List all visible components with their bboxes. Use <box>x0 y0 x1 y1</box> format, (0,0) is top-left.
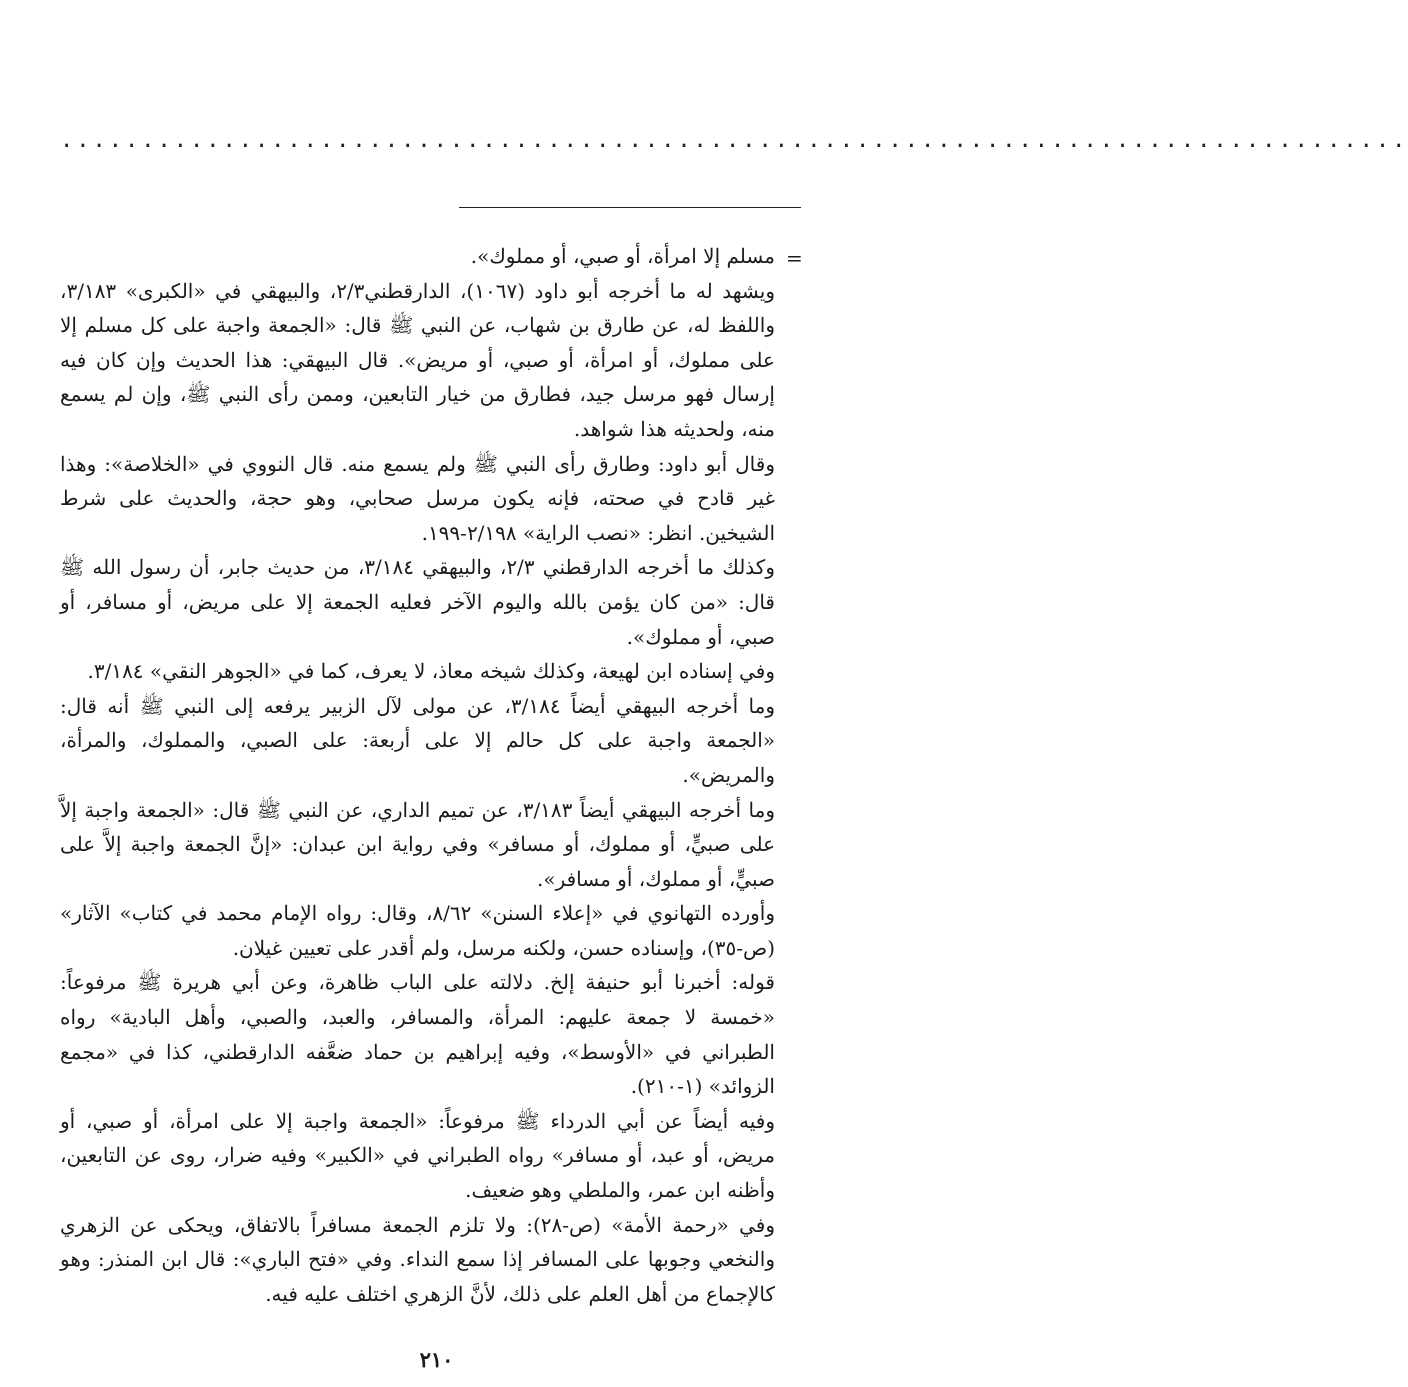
page-number: ٢١٠ <box>419 1347 454 1372</box>
footnote-paragraph: وقال أبو داود: وطارق رأى النبي ﷺ ولم يسمع منه. قال النووي في «الخلاصة»: وهذا غير قادح في صحته، فإنه يكون مرسل صحابي، وهو حجة، والحديث على شرط الشيخين. انظر: «نصب الراية» ٢/١٩٨-١٩٩. <box>60 451 775 545</box>
footnote-paragraph: وفيه أيضاً عن أبي الدرداء ﷺ مرفوعاً: «الجمعة واجبة إلا على امرأة، أو صبي، أو مريض، أو عبد، أو مسافر» رواه الطبراني في «الكبير» وفيه ضرار، روى عن التابعين، وأظنه ابن عمر، والملطي وهو ضعيف. <box>60 1108 775 1203</box>
footnote-paragraph: وما أخرجه البيهقي أيضاً ٣/١٨٤، عن مولى لآل الزبير يرفعه إلى النبي ﷺ أنه قال: «الجمعة واجبة على كل حالم إلا على أربعة: على الصبي، والمملوك، والمرأة، والمريض». <box>60 693 775 787</box>
footnote-paragraph: وما أخرجه البيهقي أيضاً ٣/١٨٣، عن تميم الداري، عن النبي ﷺ قال: «الجمعة واجبة إلاَّ على صبيٍّ، أو مملوك، أو مسافر» وفي رواية ابن عبدان: «إنَّ الجمعة واجبة إلاَّ على صبيٍّ، أو مملوك، أو مسافر». <box>60 797 776 891</box>
continuation-mark: = <box>786 246 803 270</box>
footnote-paragraph: وأورده التهانوي في «إعلاء السنن» ٨/٦٢، وقال: رواه الإمام محمد في كتاب» الآثار» (ص-٣٥)، وإسناده حسن، ولكنه مرسل، ولم أقدر على تعيين غيلان. <box>60 901 775 960</box>
footnote-paragraph: قوله: أخبرنا أبو حنيفة إلخ. دلالته على الباب ظاهرة، وعن أبي هريرة ﷺ مرفوعاً: «خمسة لا جمعة عليهم: المرأة، والمسافر، والعبد، والصبي، وأهل البادية» رواه الطبراني في «الأوسط»، وفيه إبراهيم بن حماد ضعَّفه الدارقطني، كذا في «مجمع الزوائد» (١-٢١٠). <box>60 970 775 1099</box>
footnote-paragraph: وكذلك ما أخرجه الدارقطني ٢/٣، والبيهقي ٣/١٨٤، من حديث جابر، أن رسول الله ﷺ قال: «من كان يؤمن بالله واليوم الآخر فعليه الجمعة إلا على مريض، أو مسافر، أو صبي، أو مملوك». <box>60 555 775 649</box>
footnote-paragraph: ويشهد له ما أخرجه أبو داود (١٠٦٧)، الدارقطني٢/٣، والبيهقي في «الكبرى» ٣/١٨٣، واللفظ له، عن طارق بن شهاب، عن النبي ﷺ قال: «الجمعة واجبة على كل مسلم إلا على مملوك، أو امرأة، أو صبي، أو مريض». قال البيهقي: هذا الحديث وإن كان فيه إرسال فهو مرسل جيد، فطارق من خيار التابعين، وممن رأى النبي ﷺ، وإن لم يسمع منه، ولحديثه هذا شواهد. <box>60 278 775 441</box>
dotted-separator: ................................................................................... <box>60 128 1408 153</box>
footnote-rule <box>459 207 801 208</box>
footnote-paragraph: وفي إسناده ابن لهيعة، وكذلك شيخه معاذ، لا يعرف، كما في «الجوهر النقي» ٣/١٨٤. <box>87 659 775 684</box>
footnote-paragraph: وفي «رحمة الأمة» (ص-٢٨): ولا تلزم الجمعة مسافراً بالاتفاق، ويحكى عن الزهري والنخعي وجوبها على المسافر إذا سمع النداء. وفي «فتح الباري»: قال ابن المنذر: وهو كالإجماع من أهل العلم على ذلك، لأنَّ الزهري اختلف عليه فيه. <box>60 1212 775 1306</box>
footnote-paragraph: مسلم إلا امرأة، أو صبي، أو مملوك». <box>470 244 775 268</box>
footnotes-block <box>60 239 775 1311</box>
